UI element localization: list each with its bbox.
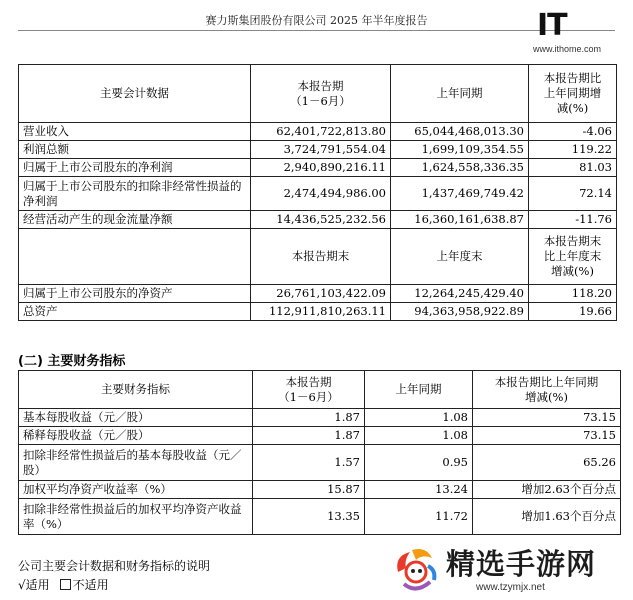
option-applicable: 适用: [25, 578, 50, 592]
value-cell: 94,363,958,922.89: [391, 303, 529, 321]
value-cell: 15.87: [253, 481, 365, 499]
table-row: [19, 177, 617, 211]
value-cell: 14,436,525,232.56: [251, 211, 391, 229]
value-cell: 62,401,722,813.80: [251, 123, 391, 141]
value-cell: 1.08: [365, 409, 473, 427]
table-row: [19, 303, 617, 321]
value-cell: -11.76: [529, 211, 617, 229]
table-header-cell: 上年同期: [365, 371, 473, 409]
accounting-data-table: [18, 64, 617, 321]
value-cell: 72.14: [529, 177, 617, 211]
table-header-cell: 本报告期比 上年同期增 减(%): [529, 65, 617, 123]
table-header-cell: 本报告期末: [251, 229, 391, 285]
row-label: 经营活动产生的现金流量净额: [19, 211, 251, 229]
value-cell: 3,724,791,554.04: [251, 141, 391, 159]
value-cell: 1,437,469,749.42: [391, 177, 529, 211]
value-cell: 13.35: [253, 499, 365, 535]
table-subheader-row: [19, 229, 617, 285]
notes-description: 公司主要会计数据和财务指标的说明: [18, 559, 211, 573]
table-header-cell: 本报告期比上年同期 增减(%): [473, 371, 621, 409]
ithome-url: www.ithome.com: [533, 44, 602, 54]
value-cell: 增加2.63个百分点: [473, 481, 621, 499]
value-cell: 81.03: [529, 159, 617, 177]
table-header-cell: [19, 229, 251, 285]
table-header-cell: 本报告期末 比上年度末 增减(%): [529, 229, 617, 285]
row-label: 利润总额: [19, 141, 251, 159]
applicability-options: [18, 576, 109, 593]
table-row: [19, 427, 621, 445]
value-cell: 1.08: [365, 427, 473, 445]
row-label: 稀释每股收益（元／股）: [19, 427, 253, 445]
table-row: [19, 159, 617, 177]
header-rule: [18, 30, 615, 31]
mascot-logo-icon: [390, 544, 440, 594]
row-label: 扣除非经常性损益后的加权平均净资产收益率（%）: [19, 499, 253, 535]
value-cell: 0.95: [365, 445, 473, 481]
ithome-watermark: [533, 8, 627, 54]
table-row: [19, 481, 621, 499]
value-cell: 118.20: [529, 285, 617, 303]
value-cell: 13.24: [365, 481, 473, 499]
row-label: 总资产: [19, 303, 251, 321]
promo-url: www.tzymjx.net: [476, 582, 545, 593]
table-row: [19, 445, 621, 481]
promo-title: 精选手游网: [446, 547, 597, 581]
value-cell: 2,940,890,216.11: [251, 159, 391, 177]
value-cell: 1.87: [253, 409, 365, 427]
value-cell: 1.57: [253, 445, 365, 481]
value-cell: 65.26: [473, 445, 621, 481]
value-cell: 增加1.63个百分点: [473, 499, 621, 535]
row-label: 归属于上市公司股东的扣除非经常性损益的净利润: [19, 177, 251, 211]
row-label: 加权平均净资产收益率（%）: [19, 481, 253, 499]
value-cell: 26,761,103,422.09: [251, 285, 391, 303]
table-row: [19, 141, 617, 159]
value-cell: 73.15: [473, 409, 621, 427]
section-title: (二) 主要财务指标: [18, 354, 126, 369]
value-cell: 112,911,810,263.11: [251, 303, 391, 321]
value-cell: 1.87: [253, 427, 365, 445]
table-header-cell: 主要财务指标: [19, 371, 253, 409]
table-header-cell: 主要会计数据: [19, 65, 251, 123]
value-cell: 73.15: [473, 427, 621, 445]
value-cell: 19.66: [529, 303, 617, 321]
value-cell: 65,044,468,013.30: [391, 123, 529, 141]
table-header-cell: 上年度末: [391, 229, 529, 285]
ithome-logo-icon: IT: [537, 8, 567, 43]
value-cell: -4.06: [529, 123, 617, 141]
value-cell: 12,264,245,429.40: [391, 285, 529, 303]
check-mark-icon: √: [18, 578, 26, 592]
empty-checkbox-icon: [60, 579, 71, 590]
value-cell: 1,699,109,354.55: [391, 141, 529, 159]
row-label: 扣除非经常性损益后的基本每股收益（元／股）: [19, 445, 253, 481]
table-row: [19, 409, 621, 427]
table-row: [19, 211, 617, 229]
table-header-cell: 上年同期: [391, 65, 529, 123]
option-not-applicable: 不适用: [72, 578, 109, 592]
value-cell: 16,360,161,638.87: [391, 211, 529, 229]
financial-indicators-table: [18, 370, 621, 535]
value-cell: 1,624,558,336.35: [391, 159, 529, 177]
row-label: 归属于上市公司股东的净资产: [19, 285, 251, 303]
table-header-row: [19, 65, 617, 123]
page-header: 赛力斯集团股份有限公司 2025 年半年度报告: [205, 14, 428, 27]
table-header-cell: 本报告期 （1－6月）: [253, 371, 365, 409]
promo-watermark: [384, 540, 624, 598]
row-label: 营业收入: [19, 123, 251, 141]
value-cell: 11.72: [365, 499, 473, 535]
row-label: 基本每股收益（元／股）: [19, 409, 253, 427]
row-label: 归属于上市公司股东的净利润: [19, 159, 251, 177]
table-header-row: [19, 371, 621, 409]
table-header-cell: 本报告期 （1－6月）: [251, 65, 391, 123]
table-row: [19, 285, 617, 303]
value-cell: 119.22: [529, 141, 617, 159]
value-cell: 2,474,494,986.00: [251, 177, 391, 211]
table-row: [19, 499, 621, 535]
table-row: [19, 123, 617, 141]
